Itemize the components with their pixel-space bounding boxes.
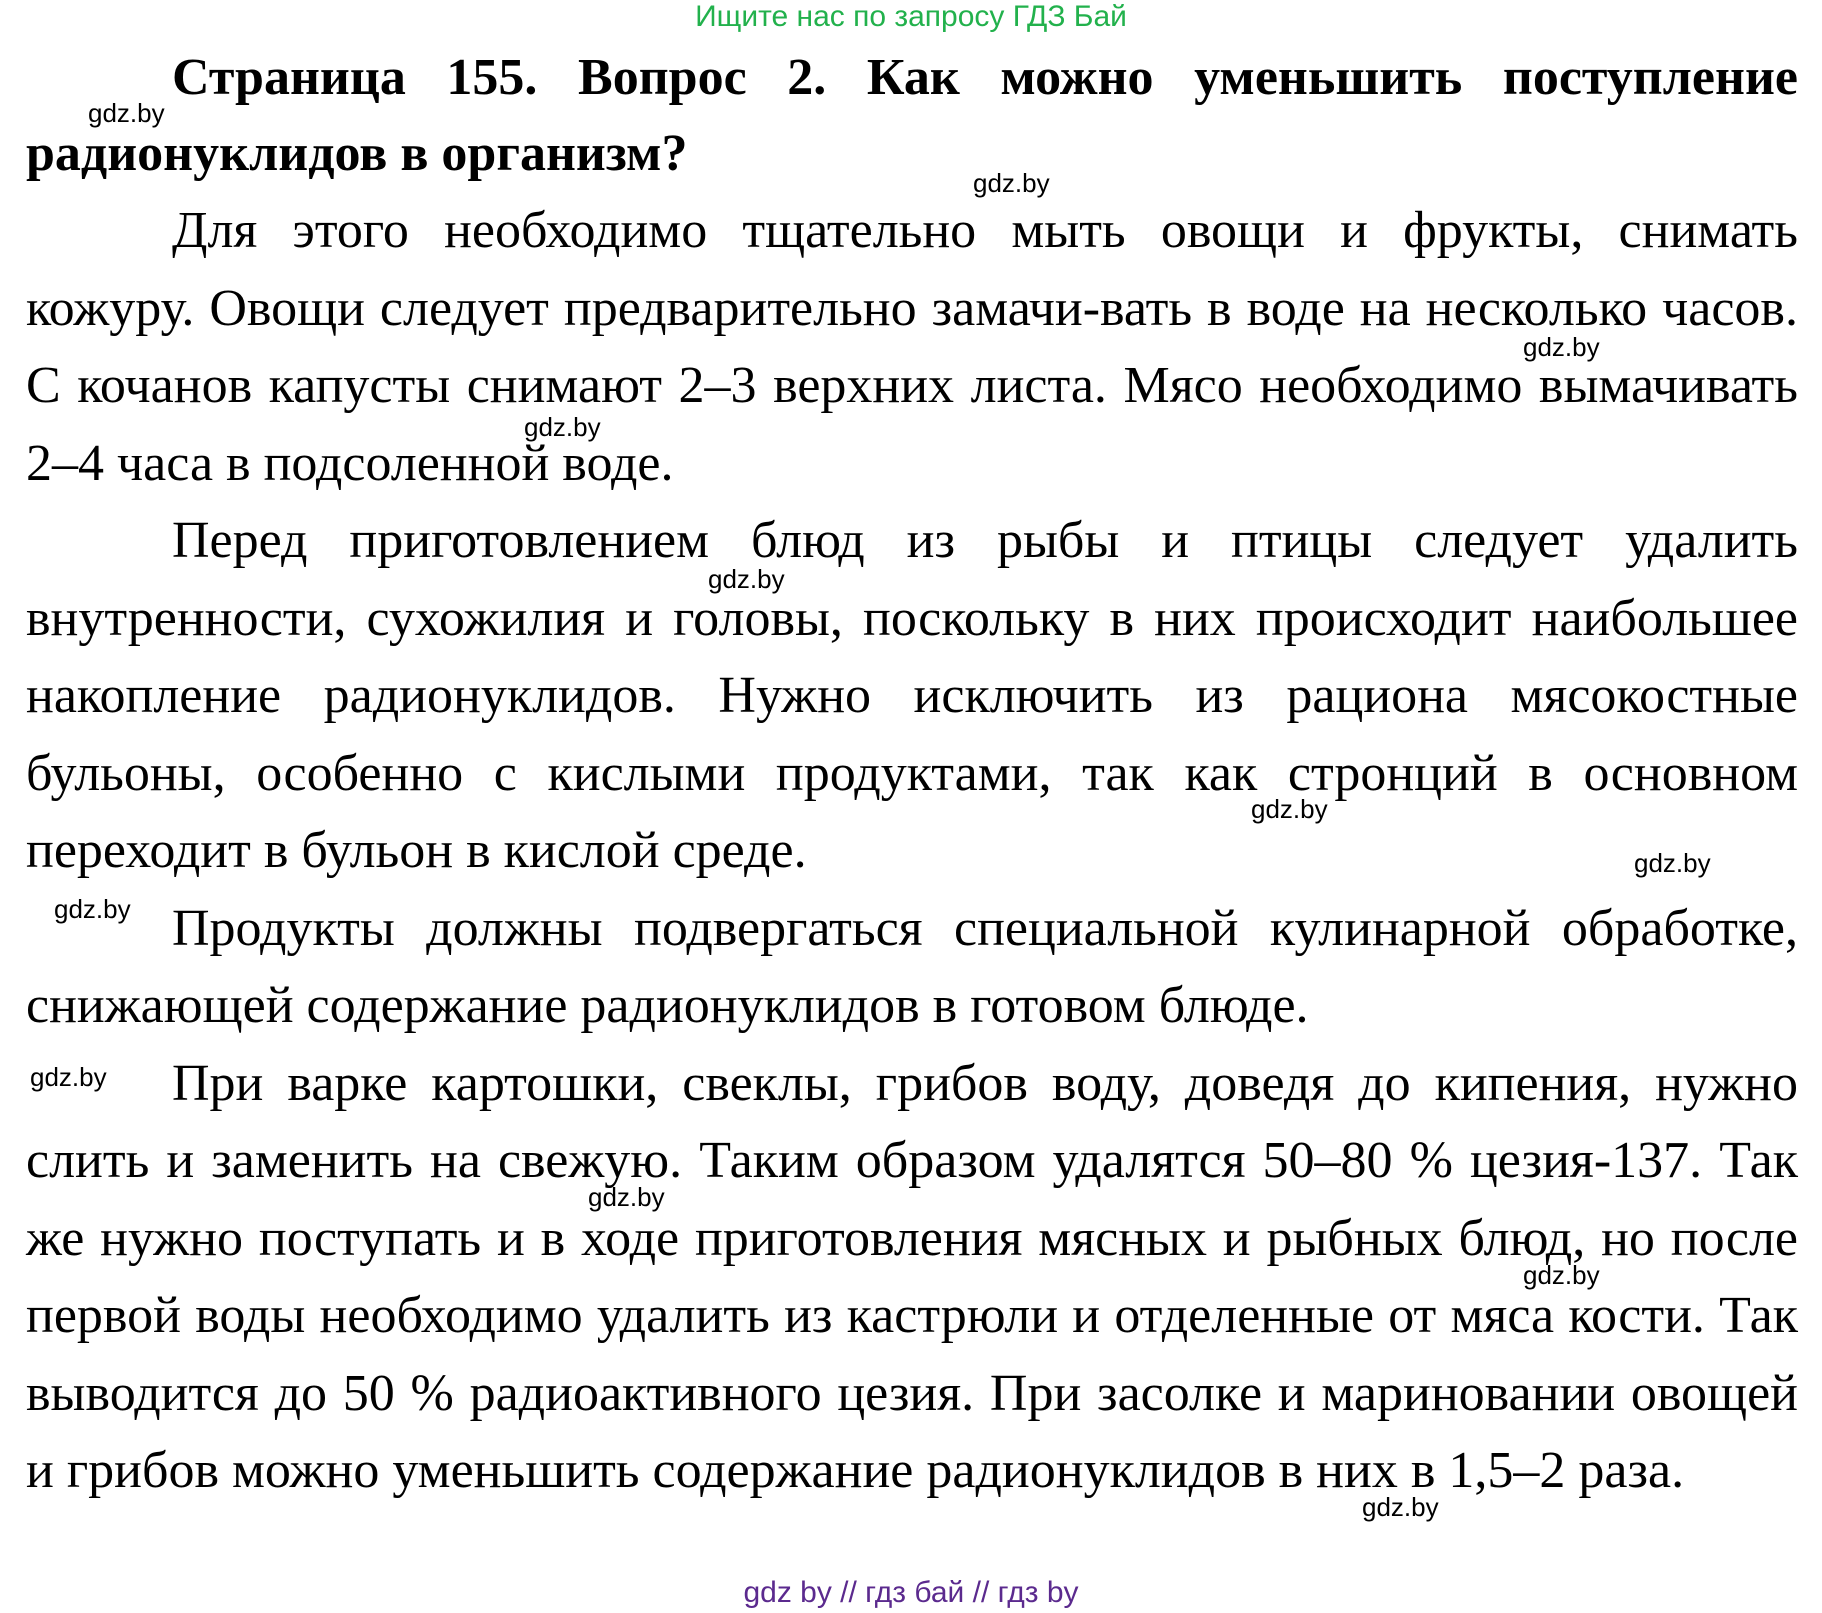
watermark: gdz.by: [524, 412, 601, 442]
source-banner: Ищите нас по запросу ГДЗ Бай: [695, 0, 1127, 33]
watermark: gdz.by: [1634, 848, 1711, 878]
watermark: gdz.by: [1251, 794, 1328, 824]
answer-paragraph-2: Перед приготовлением блюд из рыбы и птицы следует удалить внутренности, сухожилия и головы, поскольку в них происходит наибольшее накопление радионуклидов. Нужно исключить из рациона мясокостные бульоны, особенно с кислыми продуктами, так как стронций в основном переходит в бульон в кислой среде.: [26, 512, 1798, 879]
watermark: gdz.by: [30, 1062, 107, 1092]
watermark: gdz.by: [708, 564, 785, 594]
answer-paragraph-1: Для этого необходимо тщательно мыть овощи и фрукты, снимать кожуру. Овощи следует предварительно замачи-вать в воде на несколько часов. С кочанов капусты снимают 2–3 верхних листа. Мясо необходимо вымачивать 2–4 часа в подсоленной воде.: [26, 202, 1798, 492]
watermark: gdz.by: [588, 1182, 665, 1212]
answer-paragraph-3: Продукты должны подвергаться специальной кулинарной обработке, снижающей содержание радионуклидов в готовом блюде.: [26, 899, 1798, 1034]
question-heading: Страница 155. Вопрос 2. Как можно уменьшить поступление радионуклидов в организм?: [26, 49, 1798, 182]
watermark: gdz.by: [1362, 1492, 1439, 1522]
watermark: gdz.by: [54, 894, 131, 924]
watermark: gdz.by: [973, 168, 1050, 198]
watermark: gdz.by: [88, 98, 165, 128]
answer-paragraph-4: При варке картошки, свеклы, грибов воду, доведя до кипения, нужно слить и заменить на свежую. Таким образом удалятся 50–80 % цезия-137. Так же нужно поступать и в ходе приготовления мясных и рыбных блюд, но после первой воды необходимо удалить из кастрюли и отделенные от мяса кости. Так выводится до 50 % радиоактивного цезия. При засолке и мариновании овощей и грибов можно уменьшить содержание радионуклидов в них в 1,5–2 раза.: [26, 1054, 1798, 1499]
watermark: gdz.by: [1523, 332, 1600, 362]
footer-watermark: gdz by // гдз бай // гдз by: [743, 1576, 1079, 1609]
watermark: gdz.by: [1523, 1260, 1600, 1290]
